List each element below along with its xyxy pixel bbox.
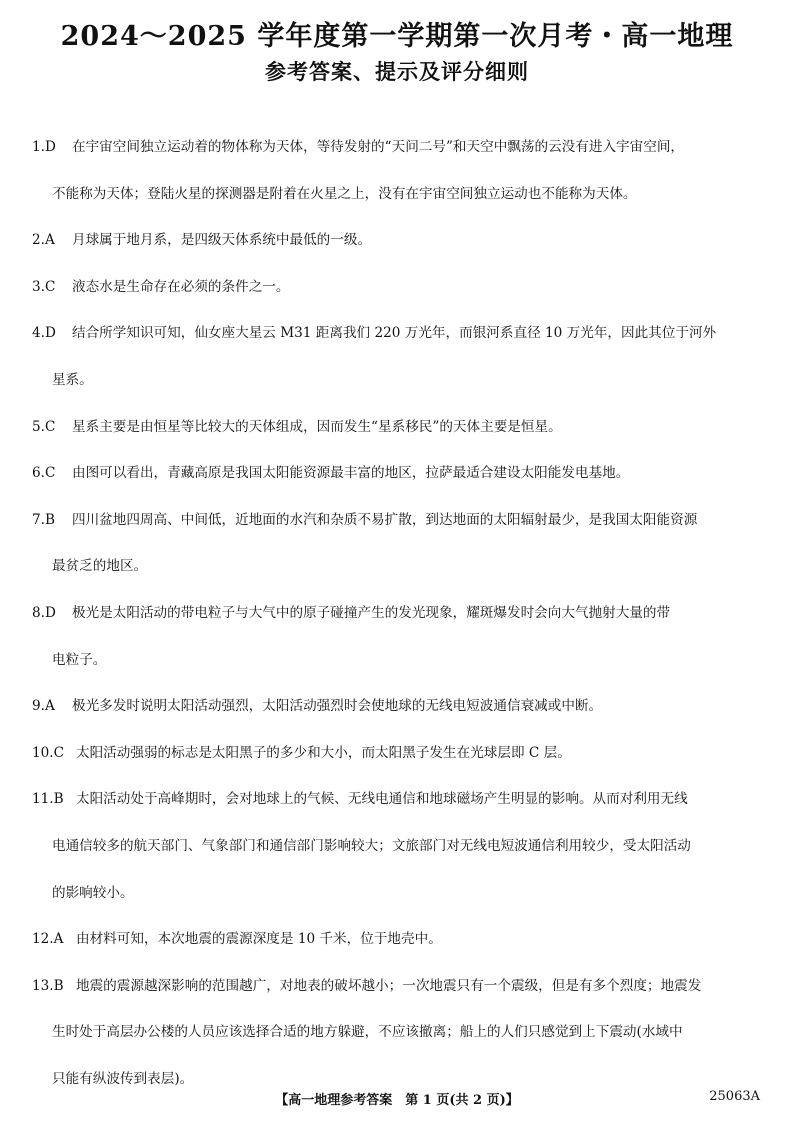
answer-text: 不能称为天体；登陆火星的探测器是附着在火星之上，没有在宇宙空间独立运动也不能称为天体。 [52,185,637,202]
answer-text: 在宇宙空间独立运动着的物体称为天体，等待发射的“天问二号”和天空中飘荡的云没有进入宇宙空间， [72,139,685,155]
answer-text: 由材料可知，本次地震的震源深度是 10 千米，位于地壳中。 [76,931,442,948]
answer-text: 地震的震源越深影响的范围越广，对地表的破坏越小；一次地震只有一个震级，但是有多个烈度；地震发 [76,977,702,994]
answer-text: 生时处于高层办公楼的人员应该选择合适的地方躲避，不应该撤离；船上的人们只感觉到上下震动(水域中 [52,1024,683,1041]
answer-item [32,124,772,217]
answer-first-line [32,264,772,311]
answer-text: 四川盆地四周高、中间低，近地面的水汽和杂质不易扩散，到达地面的太阳辐射最少，是我国太阳能资源 [72,511,698,528]
answer-first-line [32,916,772,963]
answer-first-line [32,404,772,451]
answer-item [32,590,772,683]
answer-first-line [32,776,772,823]
answer-continuation-line [32,357,772,404]
answer-label: 10.C [32,744,65,761]
answer-text: 星系主要是由恒星等比较大的天体组成，因而发生“星系移民”的天体主要是恒星。 [72,418,562,435]
answer-text: 只能有纵波传到表层)。 [52,1070,194,1087]
answer-first-line [32,730,772,777]
answer-item [32,683,772,730]
answer-first-line [32,963,772,1010]
answer-text: 太阳活动强弱的标志是太阳黑子的多少和大小，而太阳黑子发生在光球层即 C 层。 [76,744,571,761]
answer-label: 1.D [32,139,56,155]
answer-label: 8.D [32,604,56,621]
answer-first-line [32,310,772,357]
answer-first-line [32,450,772,497]
answer-continuation-line [32,823,772,870]
answer-item [32,450,772,497]
answer-continuation-line [32,171,772,218]
answer-label: 2.A [32,232,55,249]
answer-first-line [32,590,772,637]
answer-label: 13.B [32,977,64,994]
answer-text: 由图可以看出，青藏高原是我国太阳能资源最丰富的地区，拉萨最适合建设太阳能发电基地。 [72,465,630,482]
answer-text: 结合所学知识可知，仙女座大星云 M31 距离我们 220 万光年，而银河系直径 10 万光年，因此其位于河外 [72,325,717,342]
answer-item [32,916,772,963]
answer-list [32,124,772,1102]
answer-item [32,963,772,1103]
answer-label: 9.A [32,698,55,715]
answer-item [32,404,772,451]
answer-first-line [32,683,772,730]
answer-label: 5.C [32,418,56,435]
answer-first-line [32,497,772,544]
answer-label: 12.A [32,931,64,948]
answer-label: 3.C [32,278,56,295]
answer-first-line [32,124,772,171]
answer-item [32,310,772,403]
answer-label: 4.D [32,325,56,342]
answer-item [32,730,772,777]
answer-item [32,776,772,916]
answer-text: 最贫乏的地区。 [52,558,148,575]
answer-continuation-line [32,870,772,917]
answer-text: 星系。 [52,371,93,388]
answer-item [32,497,772,590]
answer-label: 6.C [32,465,56,482]
answer-text: 极光是太阳活动的带电粒子与大气中的原子碰撞产生的发光现象，耀斑爆发时会向大气抛射大量的带 [72,604,671,621]
answer-label: 7.B [32,511,55,528]
answer-text: 液态水是生命存在必须的条件之一。 [72,278,290,295]
page-subtitle: 参考答案、提示及评分细则 [265,59,529,84]
answer-continuation-line [32,637,772,684]
answer-continuation-line [32,543,772,590]
answer-text: 电粒子。 [52,651,107,668]
answer-label: 11.B [32,791,64,808]
answer-text: 月球属于地月系，是四级天体系统中最低的一级。 [72,232,372,249]
page-footer: 【高一地理参考答案 第 1 页(共 2 页)】 [275,1093,519,1108]
answer-text: 极光多发时说明太阳活动强烈，太阳活动强烈时会使地球的无线电短波通信衰减或中断。 [72,698,603,715]
answer-first-line [32,217,772,264]
answer-text: 的影响较小。 [52,884,134,901]
answer-text: 电通信较多的航天部门、气象部门和通信部门影响较大；文旅部门对无线电短波通信利用较少，受太阳活动 [52,837,691,854]
document-code: 25063A [709,1089,760,1104]
answer-continuation-line [32,1009,772,1056]
answer-item [32,264,772,311]
answer-item [32,217,772,264]
page-title: 2024～2025 学年度第一学期第一次月考・高一地理 [60,21,734,52]
answer-text: 太阳活动处于高峰期时，会对地球上的气候、无线电通信和地球磁场产生明显的影响。从而对利用无线 [76,791,688,808]
